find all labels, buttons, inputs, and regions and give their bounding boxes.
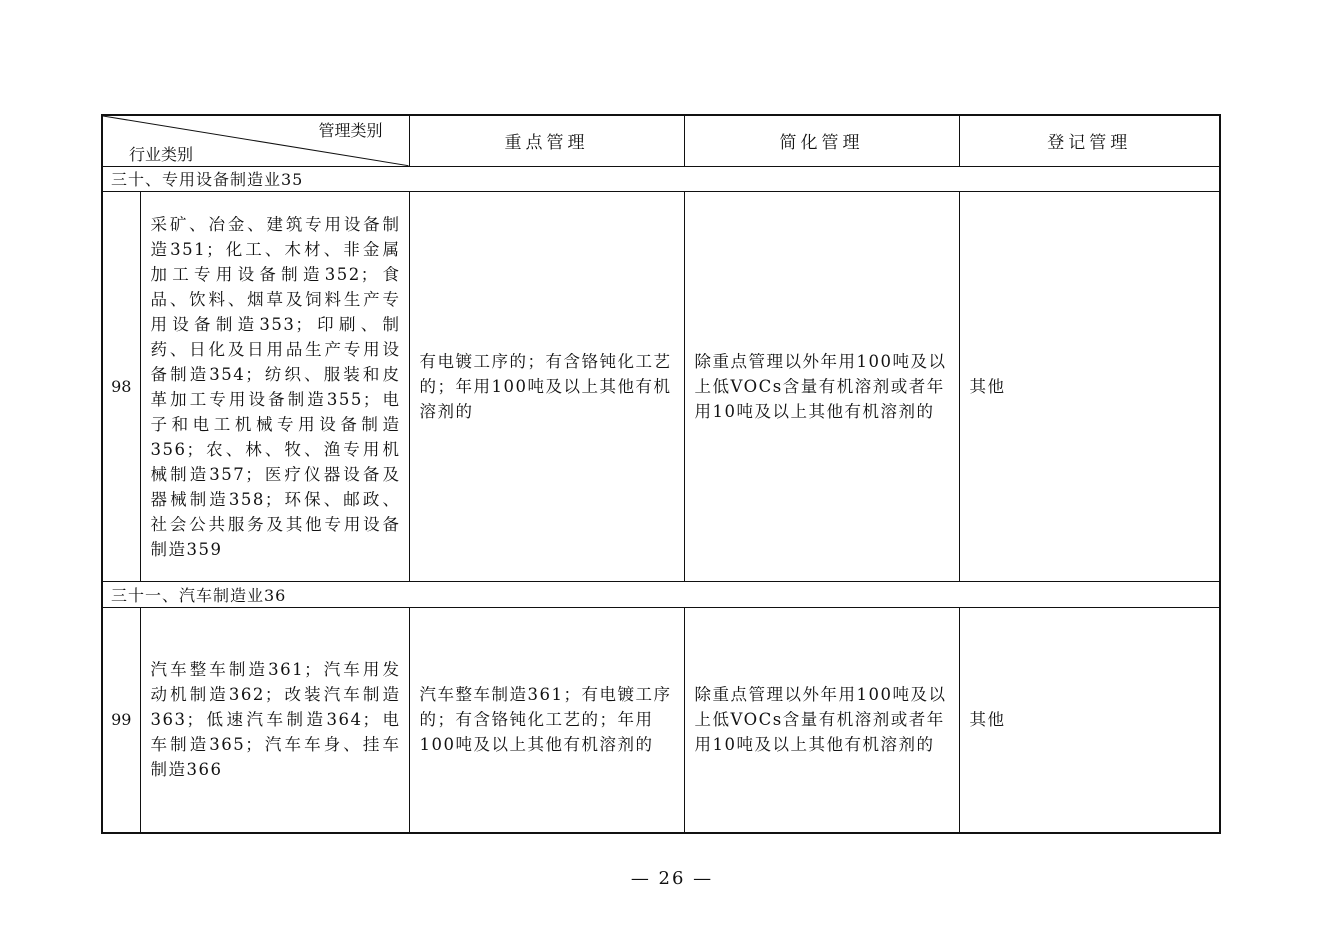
section-title: 三十一、汽车制造业36 (102, 582, 1220, 607)
industry-category-cell: 汽车整车制造361；汽车用发动机制造362；改装汽车制造363；低速汽车制造364；电车制造365；汽车车身、挂车制造366 (140, 607, 409, 833)
section-title: 三十、专用设备制造业35 (102, 166, 1220, 191)
registration-management-header: 登记管理 (959, 115, 1220, 166)
section-row (102, 166, 1220, 191)
industry-category-cell: 采矿、冶金、建筑专用设备制造351；化工、木材、非金属加工专用设备制造352；食品、饮料、烟草及饲料生产专用设备制造353；印刷、制药、日化及日用品生产专用设备制造354；纺织、服装和皮革加工专用设备制造355；电子和电工机械专用设备制造356；农、林、牧、渔专用机械制造357；医疗仪器设备及器械制造358；环保、邮政、社会公共服务及其他专用设备制造359 (140, 191, 409, 582)
key-management-cell: 汽车整车制造361；有电镀工序的；有含铬钝化工艺的；年用100吨及以上其他有机溶剂的 (409, 607, 684, 833)
row-number: 98 (102, 191, 140, 582)
corner-bottom-label: 行业类别 (129, 144, 194, 164)
registration-management-cell: 其他 (959, 607, 1220, 833)
row-number: 99 (102, 607, 140, 833)
table-row (102, 191, 1220, 582)
corner-top-label: 管理类别 (318, 121, 383, 140)
simplified-management-cell: 除重点管理以外年用100吨及以上低VOCs含量有机溶剂或者年用10吨及以上其他有机溶剂的 (684, 191, 959, 582)
section-row (102, 582, 1220, 607)
key-management-cell: 有电镀工序的；有含铬钝化工艺的；年用100吨及以上其他有机溶剂的 (409, 191, 684, 582)
simplified-management-header: 简化管理 (684, 115, 959, 166)
registration-management-cell: 其他 (959, 191, 1220, 582)
header-row (102, 115, 1220, 166)
corner-header-cell (102, 115, 409, 166)
management-classification-table (101, 114, 1221, 834)
page-number: — 26 — (630, 868, 714, 889)
simplified-management-cell: 除重点管理以外年用100吨及以上低VOCs含量有机溶剂或者年用10吨及以上其他有机溶剂的 (684, 607, 959, 833)
table-row (102, 607, 1220, 833)
key-management-header: 重点管理 (409, 115, 684, 166)
